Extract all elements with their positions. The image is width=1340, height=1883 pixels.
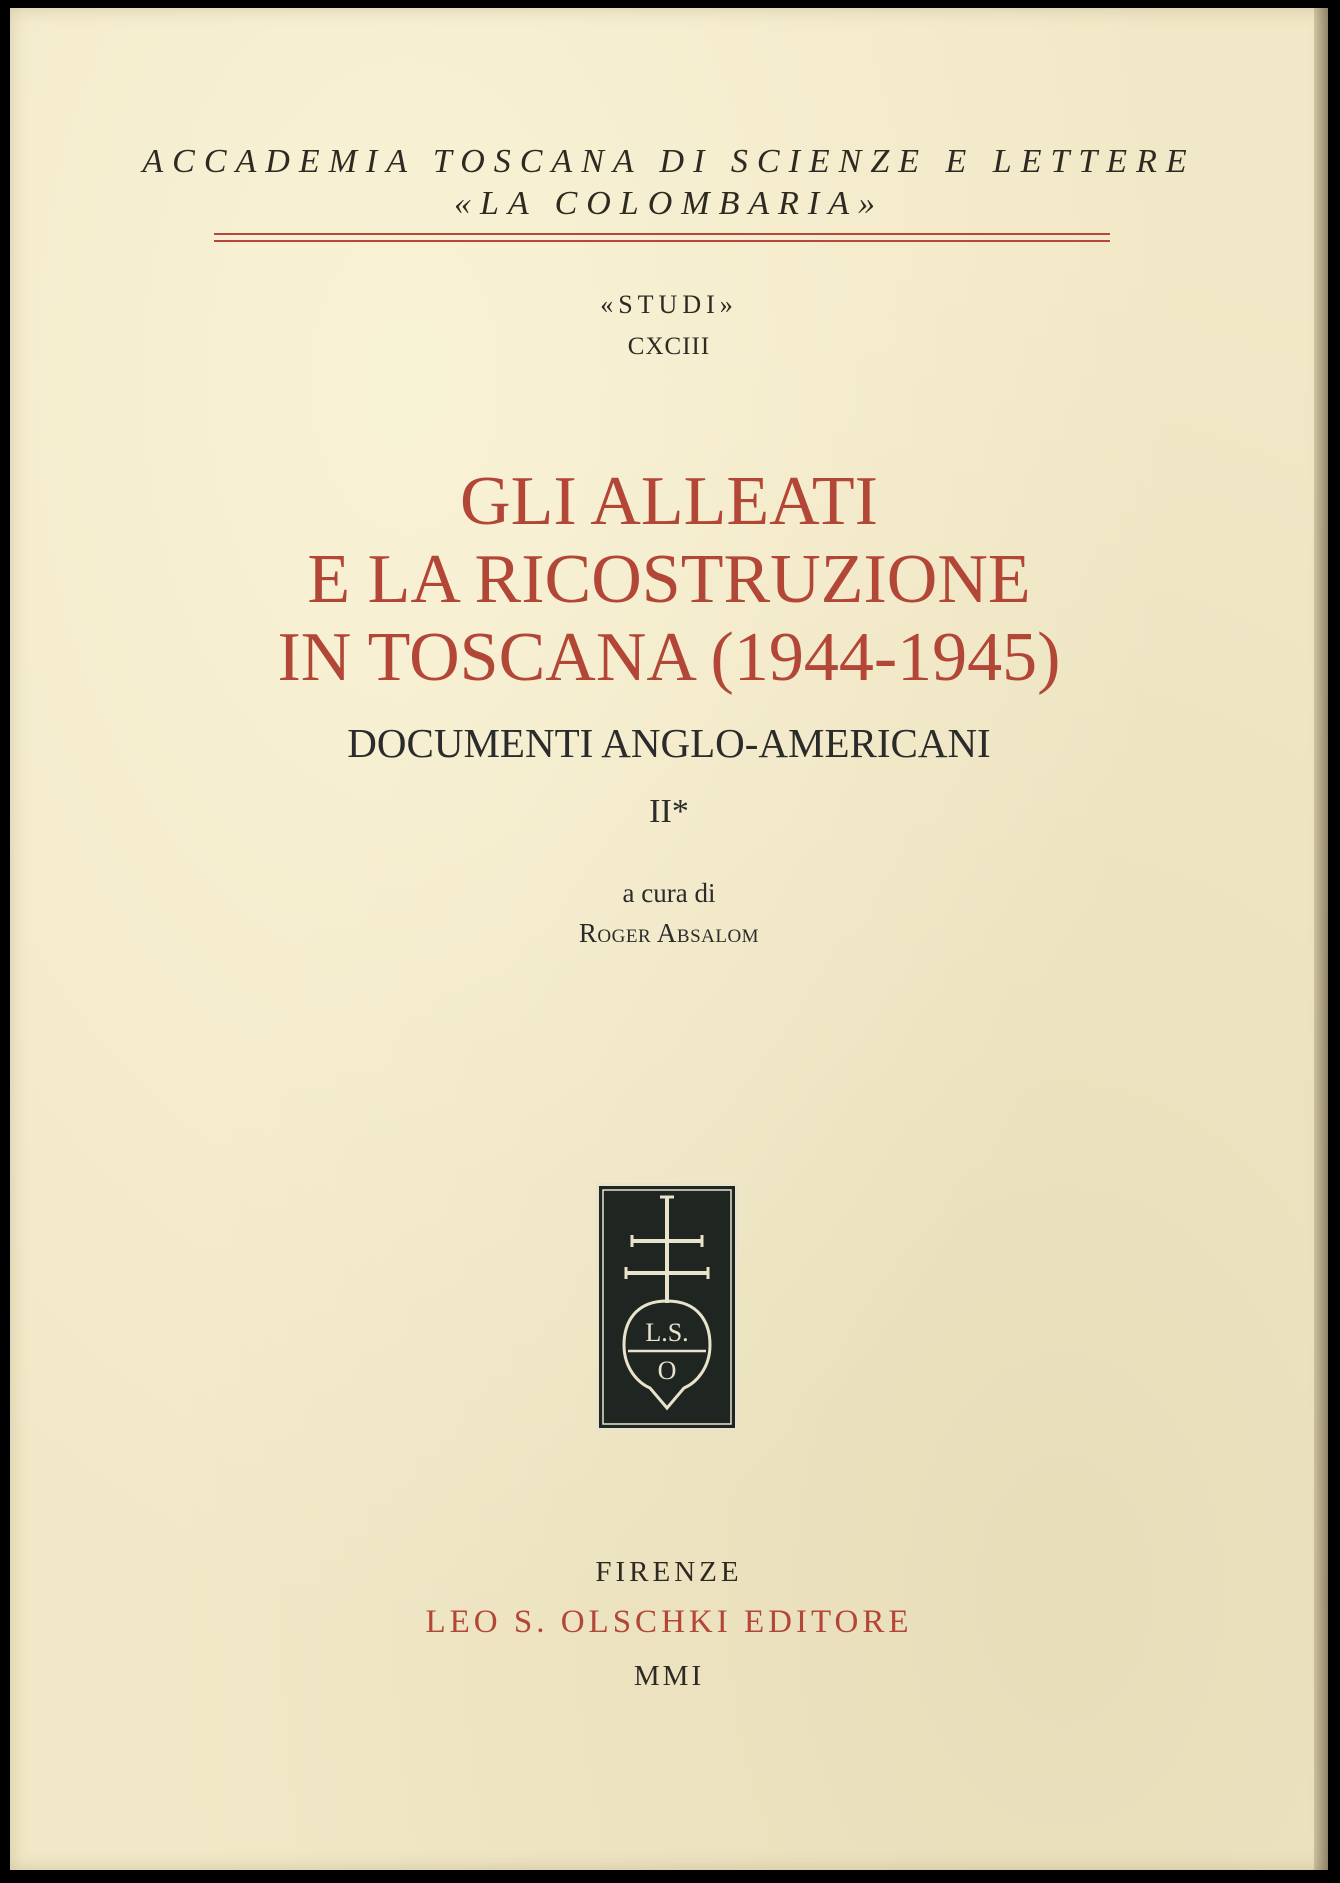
title-line-1: GLI ALLEATI: [460, 463, 878, 540]
series-number: CXCIII: [627, 333, 711, 360]
emblem-letter-bottom: O: [657, 1356, 677, 1385]
curator-name: Roger Absalom: [578, 918, 760, 948]
publisher-name: LEO S. OLSCHKI EDITORE: [425, 1604, 913, 1640]
series-name: «STUDI»: [600, 290, 738, 319]
header-rule-bottom: [214, 240, 1110, 242]
publisher-city: FIRENZE: [595, 1556, 743, 1588]
publisher-mark-cross-icon: [596, 1183, 738, 1431]
title-line-3: IN TOSCANA (1944-1945): [277, 619, 1061, 696]
curator-label: a cura di: [622, 878, 716, 908]
header-rule-top: [214, 233, 1110, 235]
book-cover: [10, 8, 1328, 1870]
subtitle: DOCUMENTI ANGLO-AMERICANI: [347, 720, 991, 766]
publication-year: MMI: [633, 1660, 705, 1692]
volume-number: II*: [649, 793, 689, 830]
cover-right-edge: [1314, 8, 1328, 1870]
academy-name-line2: «LA COLOMBARIA»: [454, 185, 884, 222]
title-line-2: E LA RICOSTRUZIONE: [307, 541, 1031, 618]
emblem-letters-top: L.S.: [645, 1318, 689, 1347]
academy-name-line1: ACCADEMIA TOSCANA DI SCIENZE E LETTERE: [142, 143, 1196, 180]
